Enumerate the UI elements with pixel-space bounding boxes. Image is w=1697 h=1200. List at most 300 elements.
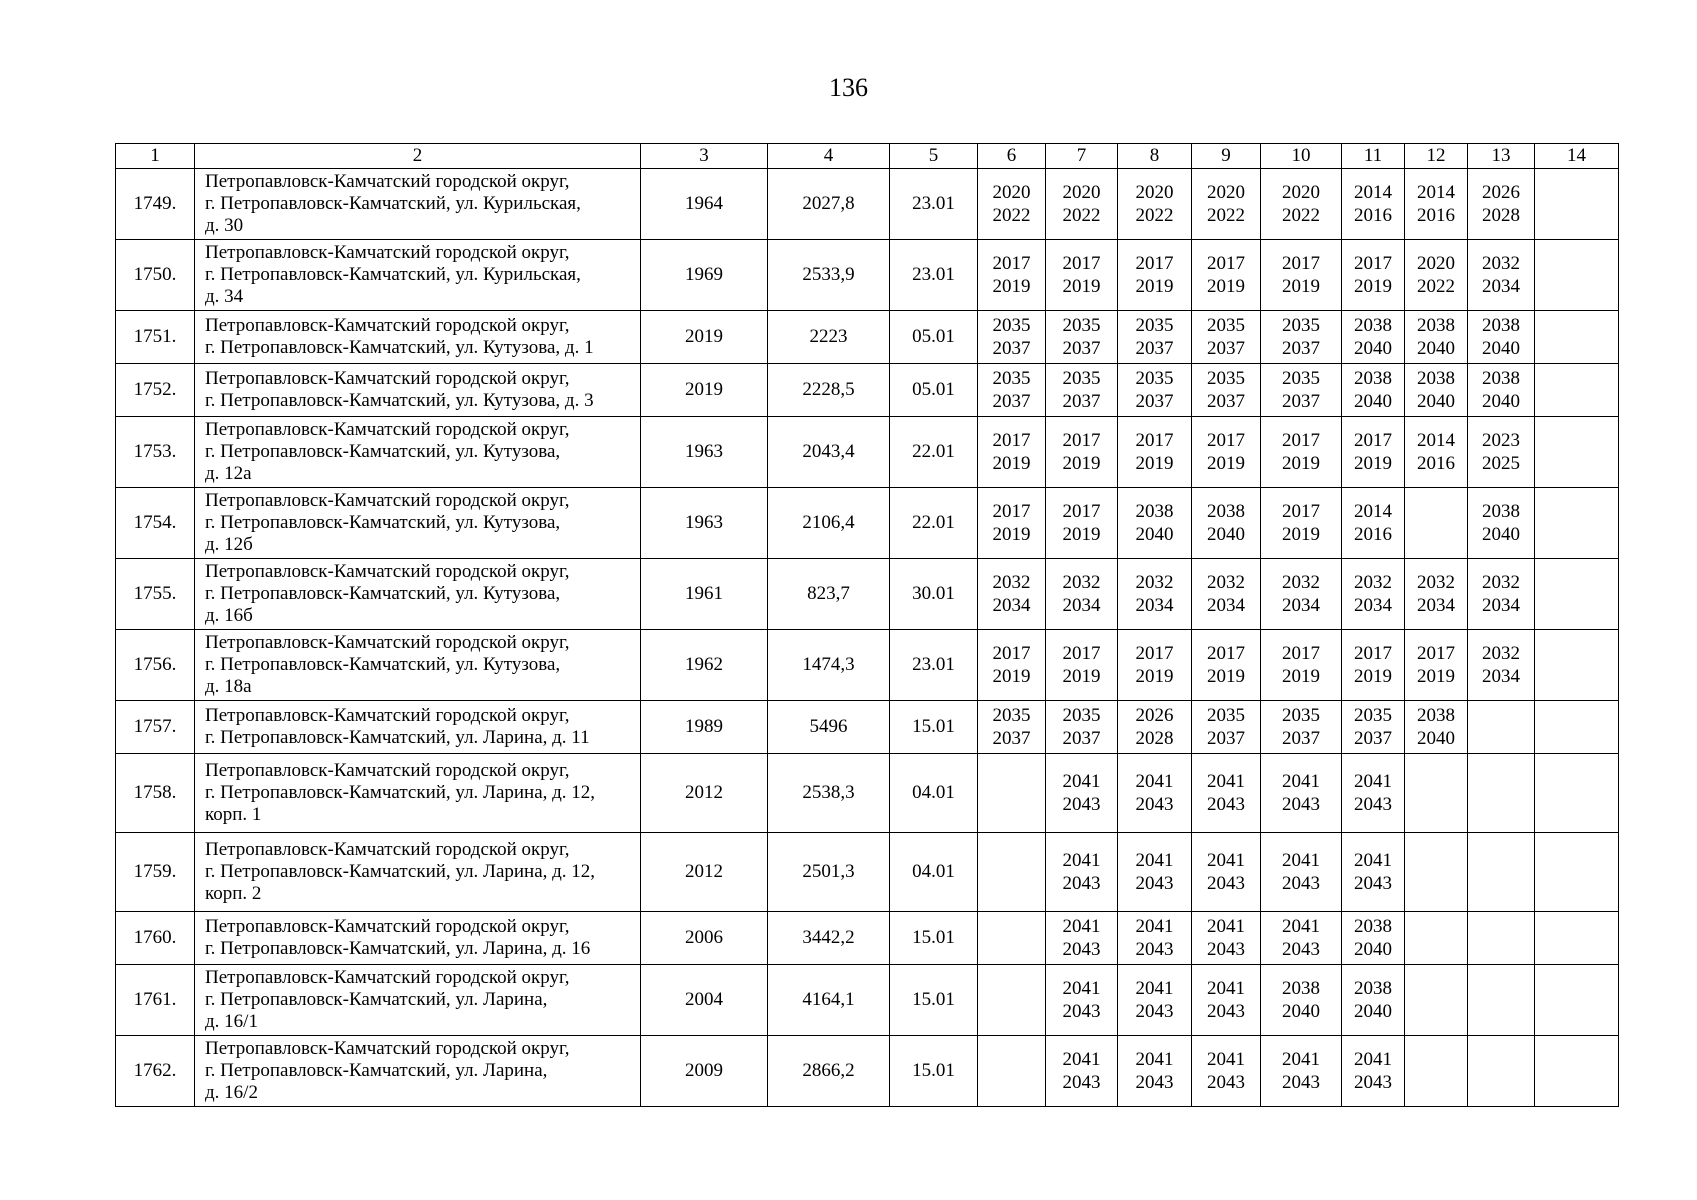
address-cell-line: Петропавловск-Камчатский городской округ, (205, 368, 570, 389)
period-cell-col13-line: 2038 (1482, 315, 1520, 336)
period-cell-col10-line: 2037 (1282, 391, 1320, 412)
period-cell-col8-line: 2043 (1135, 873, 1174, 894)
header-cell: 14 (1535, 144, 1619, 169)
period-cell-col13-line: 2023 (1482, 430, 1520, 451)
period-cell-col10-line: 2043 (1282, 794, 1320, 815)
address-cell-line: г. Петропавловск-Камчатский, ул. Ларина, д. 12, (205, 861, 596, 882)
period-cell-col9-line: 2043 (1207, 1072, 1245, 1093)
period-cell-col9 (1192, 833, 1261, 912)
period-cell-col10-line: 2035 (1282, 315, 1320, 336)
period-cell-col8-line: 2026 (1135, 705, 1174, 726)
period-cell-col12 (1405, 912, 1468, 965)
period-cell-col8-line: 2041 (1135, 771, 1174, 792)
period-cell-col7-line: 2037 (1062, 391, 1101, 412)
period-cell-col11-line: 2041 (1354, 771, 1392, 792)
period-cell-col12-line: 2014 (1417, 182, 1455, 203)
address-cell-line: г. Петропавловск-Камчатский, ул. Ларина, д. 16 (205, 938, 591, 959)
period-cell-col12-line: 2017 (1417, 643, 1455, 664)
period-cell-col10-line: 2035 (1282, 368, 1320, 389)
period-cell-col12-line: 2038 (1417, 368, 1455, 389)
period-cell-col10-line: 2017 (1282, 430, 1320, 451)
period-cell-col13-line: 2038 (1482, 501, 1520, 522)
period-cell-col11 (1342, 701, 1405, 754)
period-cell-col12 (1405, 417, 1468, 488)
period-cell-col13 (1468, 488, 1535, 559)
period-cell-col9-line: 2041 (1207, 771, 1245, 792)
period-cell-col13-line: 2028 (1482, 205, 1520, 226)
period-cell-col10 (1261, 1036, 1342, 1107)
code-cell: 05.01 (890, 311, 978, 364)
period-cell-col11-line: 2043 (1354, 794, 1392, 815)
period-cell-col10-line: 2040 (1282, 1001, 1320, 1022)
period-cell-col14 (1535, 701, 1619, 754)
row-number-cell: 1759. (116, 833, 195, 912)
table-row (116, 1036, 1619, 1107)
address-cell-line: д. 12а (205, 463, 252, 484)
build-year-cell: 2009 (641, 1036, 768, 1107)
period-cell-col10-line: 2017 (1282, 643, 1320, 664)
period-cell-col10 (1261, 559, 1342, 630)
period-cell-col11-line: 2034 (1354, 595, 1392, 616)
period-cell-col11 (1342, 364, 1405, 417)
period-cell-col11-line: 2041 (1354, 1049, 1392, 1070)
period-cell-col8-line: 2017 (1135, 430, 1174, 451)
period-cell-col13-line: 2032 (1482, 253, 1520, 274)
area-cell: 2533,9 (768, 240, 890, 311)
period-cell-col9-line: 2043 (1207, 939, 1245, 960)
period-cell-col11-line: 2040 (1354, 1001, 1392, 1022)
period-cell-col7 (1046, 169, 1118, 240)
period-cell-col10-line: 2043 (1282, 873, 1320, 894)
address-cell-line: г. Петропавловск-Камчатский, ул. Кутузова, д. 3 (205, 390, 594, 411)
period-cell-col9-line: 2038 (1207, 501, 1245, 522)
period-cell-col10 (1261, 754, 1342, 833)
row-number-cell: 1757. (116, 701, 195, 754)
period-cell-col6-line: 2020 (992, 182, 1031, 203)
period-cell-col7-line: 2035 (1062, 368, 1101, 389)
period-cell-col13 (1468, 912, 1535, 965)
address-cell-line: Петропавловск-Камчатский городской округ, (205, 315, 570, 336)
period-cell-col10 (1261, 311, 1342, 364)
period-cell-col10-line: 2041 (1282, 1049, 1320, 1070)
table-row (116, 965, 1619, 1036)
period-cell-col6 (978, 1036, 1046, 1107)
period-cell-col9 (1192, 417, 1261, 488)
period-cell-col6 (978, 630, 1046, 701)
period-cell-col9 (1192, 965, 1261, 1036)
period-cell-col9 (1192, 701, 1261, 754)
address-cell-line: Петропавловск-Камчатский городской округ, (205, 839, 570, 860)
period-cell-col11 (1342, 833, 1405, 912)
table-header-row (116, 144, 1619, 169)
area-cell: 2223 (768, 311, 890, 364)
period-cell-col7 (1046, 417, 1118, 488)
period-cell-col12 (1405, 833, 1468, 912)
area-cell: 2228,5 (768, 364, 890, 417)
row-number-cell: 1753. (116, 417, 195, 488)
period-cell-col9-line: 2037 (1207, 338, 1245, 359)
period-cell-col7-line: 2034 (1062, 595, 1101, 616)
address-cell (195, 754, 641, 833)
period-cell-col10-line: 2043 (1282, 1072, 1320, 1093)
period-cell-col6-line: 2019 (992, 276, 1031, 297)
period-cell-col7 (1046, 701, 1118, 754)
period-cell-col9-line: 2017 (1207, 253, 1245, 274)
period-cell-col6 (978, 965, 1046, 1036)
table-row (116, 488, 1619, 559)
period-cell-col8-line: 2035 (1135, 368, 1174, 389)
period-cell-col8-line: 2041 (1135, 978, 1174, 999)
address-cell-line: д. 18а (205, 676, 252, 697)
period-cell-col7-line: 2043 (1062, 1072, 1101, 1093)
period-cell-col10-line: 2017 (1282, 253, 1320, 274)
address-cell (195, 488, 641, 559)
period-cell-col10 (1261, 169, 1342, 240)
code-cell: 23.01 (890, 240, 978, 311)
period-cell-col13-line: 2034 (1482, 276, 1520, 297)
period-cell-col11-line: 2041 (1354, 850, 1392, 871)
header-cell: 4 (768, 144, 890, 169)
period-cell-col12-line: 2034 (1417, 595, 1455, 616)
period-cell-col9-line: 2019 (1207, 276, 1245, 297)
period-cell-col12 (1405, 488, 1468, 559)
period-cell-col8-line: 2043 (1135, 939, 1174, 960)
period-cell-col6 (978, 169, 1046, 240)
period-cell-col9-line: 2019 (1207, 666, 1245, 687)
address-cell-line: Петропавловск-Камчатский городской округ, (205, 916, 570, 937)
table-row (116, 417, 1619, 488)
period-cell-col12 (1405, 311, 1468, 364)
period-cell-col13-line: 2032 (1482, 643, 1520, 664)
row-number-cell: 1760. (116, 912, 195, 965)
table-row (116, 630, 1619, 701)
period-cell-col11-line: 2040 (1354, 338, 1392, 359)
register-table (115, 143, 1619, 1107)
period-cell-col7-line: 2017 (1062, 430, 1101, 451)
period-cell-col9 (1192, 364, 1261, 417)
period-cell-col12 (1405, 1036, 1468, 1107)
period-cell-col11-line: 2016 (1354, 524, 1392, 545)
period-cell-col10-line: 2017 (1282, 501, 1320, 522)
row-number-cell: 1751. (116, 311, 195, 364)
period-cell-col8-line: 2043 (1135, 1001, 1174, 1022)
period-cell-col13 (1468, 417, 1535, 488)
period-cell-col7-line: 2019 (1062, 453, 1101, 474)
build-year-cell: 2006 (641, 912, 768, 965)
address-cell-line: Петропавловск-Камчатский городской округ, (205, 705, 570, 726)
period-cell-col9-line: 2035 (1207, 368, 1245, 389)
period-cell-col14 (1535, 488, 1619, 559)
address-cell-line: д. 16б (205, 605, 253, 626)
period-cell-col10-line: 2020 (1282, 182, 1320, 203)
period-cell-col6-line: 2017 (992, 430, 1031, 451)
period-cell-col9-line: 2043 (1207, 794, 1245, 815)
period-cell-col6-line: 2017 (992, 253, 1031, 274)
period-cell-col13-line: 2040 (1482, 338, 1520, 359)
period-cell-col13 (1468, 754, 1535, 833)
period-cell-col11-line: 2019 (1354, 276, 1392, 297)
period-cell-col9 (1192, 630, 1261, 701)
period-cell-col6-line: 2019 (992, 524, 1031, 545)
period-cell-col7 (1046, 754, 1118, 833)
address-cell-line: г. Петропавловск-Камчатский, ул. Курильская, (205, 193, 581, 214)
address-cell-line: д. 30 (205, 215, 244, 236)
code-cell: 05.01 (890, 364, 978, 417)
period-cell-col7-line: 2032 (1062, 572, 1101, 593)
period-cell-col8-line: 2022 (1135, 205, 1174, 226)
period-cell-col14 (1535, 912, 1619, 965)
period-cell-col8-line: 2017 (1135, 253, 1174, 274)
row-number-cell: 1758. (116, 754, 195, 833)
period-cell-col12-line: 2022 (1417, 276, 1455, 297)
period-cell-col9 (1192, 912, 1261, 965)
period-cell-col9-line: 2032 (1207, 572, 1245, 593)
period-cell-col11-line: 2043 (1354, 873, 1392, 894)
table-row (116, 833, 1619, 912)
period-cell-col13-line: 2025 (1482, 453, 1520, 474)
period-cell-col8 (1118, 1036, 1192, 1107)
period-cell-col9-line: 2037 (1207, 391, 1245, 412)
code-cell: 15.01 (890, 912, 978, 965)
period-cell-col8 (1118, 559, 1192, 630)
period-cell-col7 (1046, 311, 1118, 364)
code-cell: 04.01 (890, 833, 978, 912)
period-cell-col12 (1405, 754, 1468, 833)
address-cell (195, 833, 641, 912)
period-cell-col7 (1046, 559, 1118, 630)
row-number-cell: 1755. (116, 559, 195, 630)
page-number: 136 (829, 73, 868, 102)
period-cell-col8-line: 2041 (1135, 916, 1174, 937)
period-cell-col12-line: 2040 (1417, 338, 1455, 359)
period-cell-col12 (1405, 630, 1468, 701)
period-cell-col11-line: 2038 (1354, 315, 1392, 336)
period-cell-col12 (1405, 965, 1468, 1036)
area-cell: 3442,2 (768, 912, 890, 965)
period-cell-col12-line: 2032 (1417, 572, 1455, 593)
build-year-cell: 2012 (641, 754, 768, 833)
period-cell-col8 (1118, 488, 1192, 559)
period-cell-col6-line: 2019 (992, 666, 1031, 687)
area-cell: 2106,4 (768, 488, 890, 559)
period-cell-col7-line: 2043 (1062, 873, 1101, 894)
period-cell-col14 (1535, 311, 1619, 364)
period-cell-col6-line: 2017 (992, 501, 1031, 522)
period-cell-col12-line: 2016 (1417, 453, 1455, 474)
period-cell-col13 (1468, 559, 1535, 630)
period-cell-col12 (1405, 364, 1468, 417)
period-cell-col6-line: 2034 (992, 595, 1031, 616)
period-cell-col8-line: 2043 (1135, 1072, 1174, 1093)
header-cell: 12 (1405, 144, 1468, 169)
period-cell-col7-line: 2037 (1062, 728, 1101, 749)
period-cell-col6-line: 2019 (992, 453, 1031, 474)
period-cell-col10 (1261, 630, 1342, 701)
period-cell-col11-line: 2040 (1354, 939, 1392, 960)
period-cell-col9-line: 2020 (1207, 182, 1245, 203)
period-cell-col10-line: 2034 (1282, 595, 1320, 616)
header-cell: 5 (890, 144, 978, 169)
period-cell-col14 (1535, 364, 1619, 417)
code-cell: 23.01 (890, 630, 978, 701)
period-cell-col11-line: 2035 (1354, 705, 1392, 726)
period-cell-col13 (1468, 311, 1535, 364)
period-cell-col13-line: 2038 (1482, 368, 1520, 389)
period-cell-col7-line: 2017 (1062, 643, 1101, 664)
build-year-cell: 1962 (641, 630, 768, 701)
address-cell-line: д. 16/2 (205, 1082, 258, 1103)
period-cell-col6 (978, 754, 1046, 833)
period-cell-col11 (1342, 488, 1405, 559)
period-cell-col9-line: 2041 (1207, 1049, 1245, 1070)
address-cell-line: Петропавловск-Камчатский городской округ, (205, 967, 570, 988)
area-cell: 2043,4 (768, 417, 890, 488)
period-cell-col7-line: 2035 (1062, 315, 1101, 336)
header-cell: 3 (641, 144, 768, 169)
period-cell-col11-line: 2038 (1354, 978, 1392, 999)
register-table-body (116, 144, 1619, 1107)
build-year-cell: 1964 (641, 169, 768, 240)
period-cell-col11 (1342, 417, 1405, 488)
period-cell-col7-line: 2019 (1062, 666, 1101, 687)
period-cell-col7-line: 2035 (1062, 705, 1101, 726)
build-year-cell: 2012 (641, 833, 768, 912)
period-cell-col10-line: 2019 (1282, 276, 1320, 297)
period-cell-col10-line: 2041 (1282, 850, 1320, 871)
period-cell-col8 (1118, 833, 1192, 912)
period-cell-col7-line: 2041 (1062, 1049, 1101, 1070)
period-cell-col7 (1046, 912, 1118, 965)
build-year-cell: 2004 (641, 965, 768, 1036)
period-cell-col9 (1192, 311, 1261, 364)
period-cell-col9-line: 2019 (1207, 453, 1245, 474)
period-cell-col7 (1046, 488, 1118, 559)
address-cell-line: д. 16/1 (205, 1011, 258, 1032)
address-cell-line: г. Петропавловск-Камчатский, ул. Курильская, (205, 264, 581, 285)
address-cell-line: г. Петропавловск-Камчатский, ул. Ларина, (205, 1060, 548, 1081)
period-cell-col8 (1118, 364, 1192, 417)
period-cell-col12-line: 2038 (1417, 705, 1455, 726)
address-cell-line: г. Петропавловск-Камчатский, ул. Ларина, (205, 989, 548, 1010)
code-cell: 22.01 (890, 417, 978, 488)
period-cell-col8 (1118, 912, 1192, 965)
area-cell: 4164,1 (768, 965, 890, 1036)
address-cell-line: корп. 1 (205, 804, 262, 825)
period-cell-col13-line: 2034 (1482, 666, 1520, 687)
period-cell-col9 (1192, 169, 1261, 240)
header-cell: 6 (978, 144, 1046, 169)
period-cell-col9-line: 2037 (1207, 728, 1245, 749)
period-cell-col14 (1535, 559, 1619, 630)
period-cell-col9-line: 2041 (1207, 916, 1245, 937)
period-cell-col13-line: 2034 (1482, 595, 1520, 616)
address-cell-line: д. 34 (205, 286, 244, 307)
row-number-cell: 1761. (116, 965, 195, 1036)
row-number-cell: 1762. (116, 1036, 195, 1107)
period-cell-col6 (978, 912, 1046, 965)
period-cell-col8 (1118, 311, 1192, 364)
period-cell-col11-line: 2038 (1354, 916, 1392, 937)
period-cell-col13-line: 2026 (1482, 182, 1520, 203)
period-cell-col8-line: 2028 (1135, 728, 1174, 749)
period-cell-col6-line: 2022 (992, 205, 1031, 226)
period-cell-col11-line: 2017 (1354, 430, 1392, 451)
build-year-cell: 2019 (641, 311, 768, 364)
period-cell-col7 (1046, 833, 1118, 912)
period-cell-col11 (1342, 559, 1405, 630)
table-row (116, 364, 1619, 417)
period-cell-col14 (1535, 630, 1619, 701)
address-cell (195, 701, 641, 754)
period-cell-col10 (1261, 833, 1342, 912)
address-cell (195, 169, 641, 240)
address-cell-line: Петропавловск-Камчатский городской округ, (205, 632, 570, 653)
period-cell-col12 (1405, 240, 1468, 311)
period-cell-col9 (1192, 240, 1261, 311)
header-cell: 2 (195, 144, 641, 169)
table-row (116, 559, 1619, 630)
table-row (116, 311, 1619, 364)
period-cell-col6-line: 2017 (992, 643, 1031, 664)
address-cell (195, 965, 641, 1036)
header-cell: 13 (1468, 144, 1535, 169)
build-year-cell: 2019 (641, 364, 768, 417)
period-cell-col7-line: 2043 (1062, 794, 1101, 815)
period-cell-col11-line: 2040 (1354, 391, 1392, 412)
period-cell-col10 (1261, 364, 1342, 417)
period-cell-col11-line: 2017 (1354, 253, 1392, 274)
period-cell-col13 (1468, 965, 1535, 1036)
period-cell-col8-line: 2037 (1135, 338, 1174, 359)
period-cell-col8 (1118, 701, 1192, 754)
period-cell-col8-line: 2034 (1135, 595, 1174, 616)
header-cell: 8 (1118, 144, 1192, 169)
table-row (116, 912, 1619, 965)
period-cell-col8 (1118, 169, 1192, 240)
build-year-cell: 1963 (641, 488, 768, 559)
build-year-cell: 1989 (641, 701, 768, 754)
area-cell: 2866,2 (768, 1036, 890, 1107)
period-cell-col9-line: 2035 (1207, 315, 1245, 336)
period-cell-col9-line: 2041 (1207, 978, 1245, 999)
period-cell-col8-line: 2017 (1135, 643, 1174, 664)
address-cell (195, 912, 641, 965)
period-cell-col6 (978, 240, 1046, 311)
period-cell-col7-line: 2043 (1062, 1001, 1101, 1022)
build-year-cell: 1969 (641, 240, 768, 311)
table-row (116, 169, 1619, 240)
period-cell-col6-line: 2035 (992, 705, 1031, 726)
period-cell-col9 (1192, 1036, 1261, 1107)
period-cell-col9-line: 2034 (1207, 595, 1245, 616)
period-cell-col12-line: 2040 (1417, 391, 1455, 412)
period-cell-col6 (978, 701, 1046, 754)
address-cell (195, 1036, 641, 1107)
period-cell-col12 (1405, 701, 1468, 754)
period-cell-col12-line: 2020 (1417, 253, 1455, 274)
period-cell-col7-line: 2017 (1062, 501, 1101, 522)
period-cell-col11-line: 2038 (1354, 368, 1392, 389)
period-cell-col6 (978, 488, 1046, 559)
header-cell: 9 (1192, 144, 1261, 169)
period-cell-col8-line: 2020 (1135, 182, 1174, 203)
period-cell-col13-line: 2040 (1482, 524, 1520, 545)
period-cell-col9 (1192, 559, 1261, 630)
period-cell-col7-line: 2043 (1062, 939, 1101, 960)
address-cell-line: г. Петропавловск-Камчатский, ул. Ларина, д. 11 (205, 727, 590, 748)
period-cell-col13 (1468, 833, 1535, 912)
address-cell-line: г. Петропавловск-Камчатский, ул. Кутузова, (205, 512, 561, 533)
